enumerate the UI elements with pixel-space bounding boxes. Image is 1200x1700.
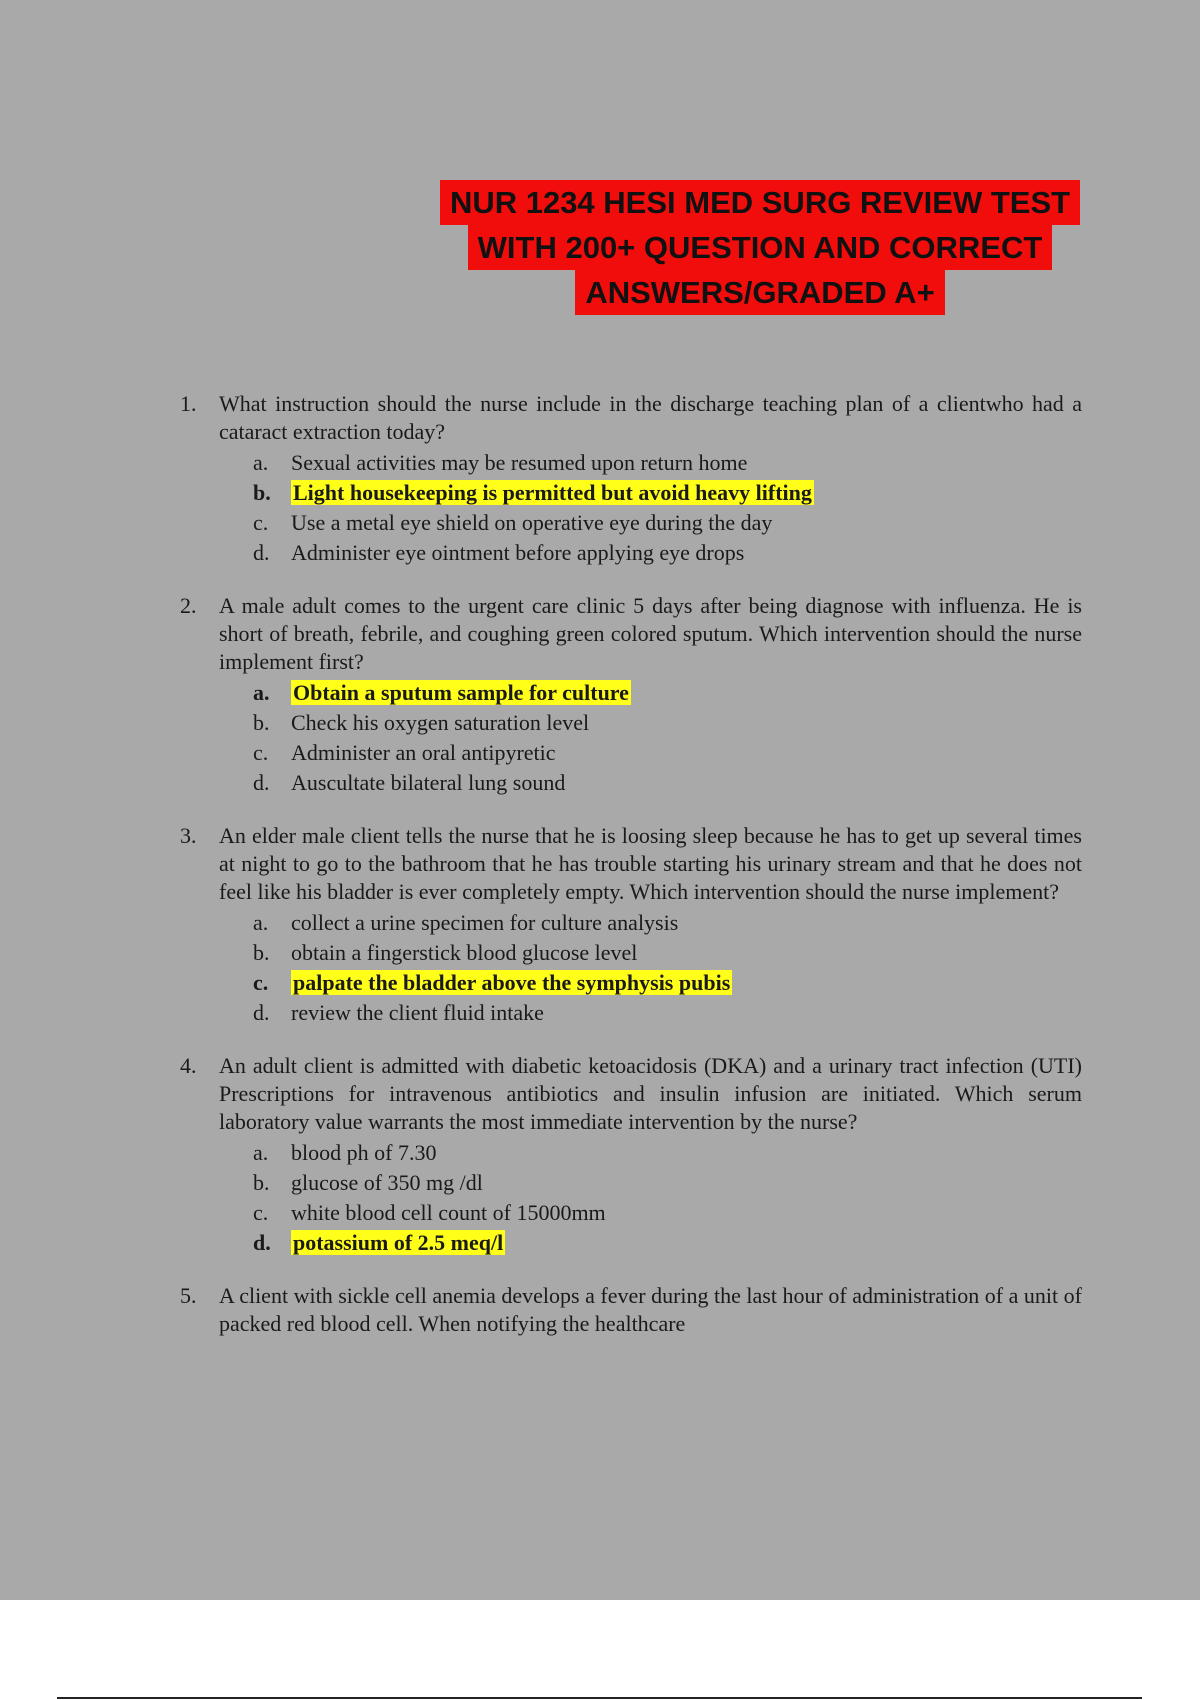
option-text: potassium of 2.5 meq/l	[293, 1230, 504, 1255]
answer-option	[253, 1138, 1082, 1168]
answer-option	[253, 708, 1082, 738]
option-text: Administer an oral antipyretic	[291, 740, 556, 765]
question-text: An adult client is admitted with diabetic ketoacidosis (DKA) and a urinary tract infection (UTI) Prescriptions for intravenous antibiotics and insulin infusion are initiated. Which serum laboratory value warrants the most immediate intervention by the nurse?	[219, 1053, 1082, 1134]
title-line: NUR 1234 HESI MED SURG REVIEW TEST	[440, 180, 1080, 225]
option-text: glucose of 350 mg /dl	[291, 1170, 483, 1195]
answer-option	[253, 768, 1082, 798]
title-line: WITH 200+ QUESTION AND CORRECT	[468, 225, 1053, 270]
answer-option	[253, 938, 1082, 968]
option-letter: a.	[253, 1140, 269, 1165]
option-text: Auscultate bilateral lung sound	[291, 770, 566, 795]
question-text: An elder male client tells the nurse that he is loosing sleep because he has to get up several times at night to go to the bathroom that he has trouble starting his urinary stream and that he does not feel like his bladder is ever completely empty. Which intervention should the nurse implement?	[219, 823, 1082, 904]
option-text: Light housekeeping is permitted but avoid heavy lifting	[293, 480, 812, 505]
question-text: A male adult comes to the urgent care clinic 5 days after being diagnose with influenza. He is short of breath, febrile, and coughing green colored sputum. Which intervention should the nurse implement first?	[219, 593, 1082, 674]
option-text: white blood cell count of 15000mm	[291, 1200, 606, 1225]
question-list	[180, 390, 1082, 1362]
answer-option	[253, 508, 1082, 538]
question-text: A client with sickle cell anemia develops a fever during the last hour of administration of a unit of packed red blood cell. When notifying the healthcare	[219, 1283, 1082, 1336]
answer-option	[253, 1168, 1082, 1198]
question-number: 1.	[180, 391, 197, 416]
option-text: Sexual activities may be resumed upon return home	[291, 450, 748, 475]
option-letter: c.	[253, 1200, 269, 1225]
question-4	[180, 1052, 1082, 1258]
option-text: Administer eye ointment before applying eye drops	[291, 540, 745, 565]
option-letter: a.	[253, 450, 269, 475]
option-letter: c.	[253, 510, 269, 535]
question-text: What instruction should the nurse include in the discharge teaching plan of a clientwho had a cataract extraction today?	[219, 391, 1082, 444]
option-letter: a.	[253, 680, 270, 705]
question-number: 4.	[180, 1053, 197, 1078]
question-2	[180, 592, 1082, 798]
option-text: Use a metal eye shield on operative eye during the day	[291, 510, 773, 535]
answer-option	[253, 1198, 1082, 1228]
option-letter: b.	[253, 710, 270, 735]
option-letter: b.	[253, 940, 270, 965]
option-text: Obtain a sputum sample for culture	[293, 680, 629, 705]
question-number: 5.	[180, 1283, 197, 1308]
question-5	[180, 1282, 1082, 1338]
answer-option	[253, 448, 1082, 478]
question-1	[180, 390, 1082, 568]
option-letter: d.	[253, 1000, 270, 1025]
option-letter: b.	[253, 480, 271, 505]
answer-option	[253, 998, 1082, 1028]
option-letter: b.	[253, 1170, 270, 1195]
option-text: collect a urine specimen for culture analysis	[291, 910, 679, 935]
option-letter: a.	[253, 910, 269, 935]
option-letter: d.	[253, 770, 270, 795]
question-3	[180, 822, 1082, 1028]
answer-option	[253, 908, 1082, 938]
option-letter: c.	[253, 740, 269, 765]
option-text: palpate the bladder above the symphysis pubis	[293, 970, 731, 995]
option-letter: c.	[253, 970, 269, 995]
document-title	[390, 180, 1130, 315]
option-text: review the client fluid intake	[291, 1000, 544, 1025]
footer-divider	[57, 1697, 1142, 1699]
answer-option	[253, 738, 1082, 768]
answer-options	[219, 448, 1082, 568]
option-text: blood ph of 7.30	[291, 1140, 437, 1165]
answer-option-correct	[253, 968, 1082, 998]
question-number: 2.	[180, 593, 197, 618]
answer-option-correct	[253, 1228, 1082, 1258]
answer-option	[253, 538, 1082, 568]
answer-option-correct	[253, 678, 1082, 708]
answer-options	[219, 1138, 1082, 1258]
answer-option-correct	[253, 478, 1082, 508]
option-letter: d.	[253, 1230, 271, 1255]
question-number: 3.	[180, 823, 197, 848]
option-letter: d.	[253, 540, 270, 565]
answer-options	[219, 908, 1082, 1028]
option-text: obtain a fingerstick blood glucose level	[291, 940, 638, 965]
option-text: Check his oxygen saturation level	[291, 710, 590, 735]
answer-options	[219, 678, 1082, 798]
title-line: ANSWERS/GRADED A+	[575, 270, 944, 315]
